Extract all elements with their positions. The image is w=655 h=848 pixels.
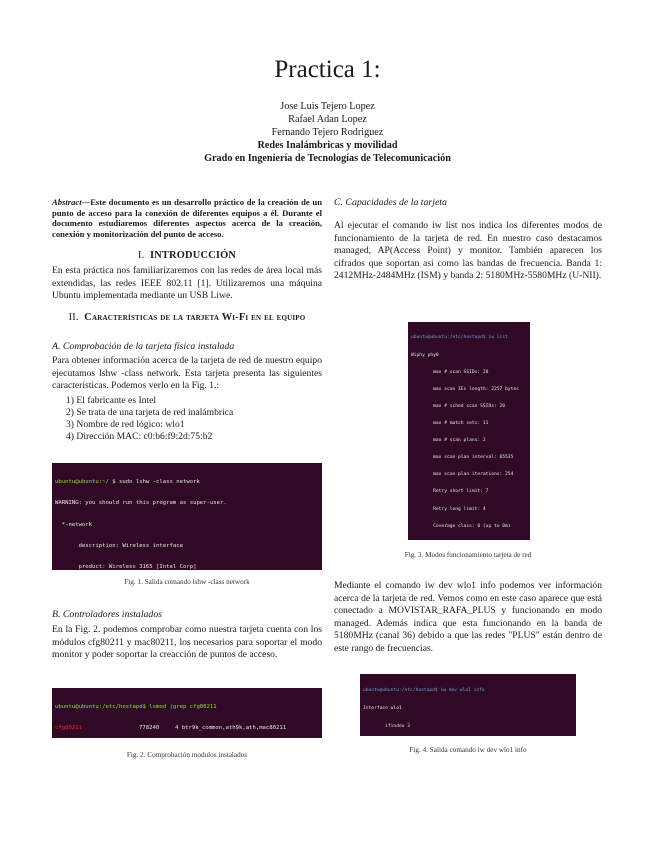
terminal-line: *-network xyxy=(55,521,93,528)
author-block xyxy=(0,100,655,165)
section-2-heading xyxy=(52,311,322,324)
figure-1-terminal xyxy=(52,463,322,570)
terminal-line: Retry short limit: 7 xyxy=(411,489,489,495)
section-1-heading xyxy=(52,250,322,261)
course-name: Redes Inalámbricas y movilidad xyxy=(257,140,398,151)
list-item: 1) El fabricante es Intel xyxy=(66,395,157,406)
section-2-title: Características de la tarjeta Wi-Fi en el equipo xyxy=(84,312,306,323)
paragraph-iw-dev: Mediante el comando iw dev wlo1 info podemos ver información acerca de la tarjeta de red. Vemos como en este caso aparece que está conectado a MOVISTAR_RAFA_PLUS y funcionando en modo managed. Además indica que esta funcionando en la banda de 5180MHz (canal 36) debido a que las redes "PLUS" están dentro de este rango de frecuencias. xyxy=(334,580,602,654)
terminal-line: description: Wireless interface xyxy=(55,543,183,550)
paper-title: Practica 1: xyxy=(274,56,381,83)
terminal-line: product: Wireless 3165 [Intel Corp] xyxy=(55,564,197,570)
terminal-line: ifindex 3 xyxy=(363,724,411,729)
terminal-line: max # sched scan SSIDs: 20 xyxy=(411,403,506,409)
terminal-line: Interface wlo1 xyxy=(363,706,402,711)
terminal-command: $ sudo lshw -class network xyxy=(112,479,200,486)
abstract-label: Abstract xyxy=(52,197,82,207)
subsection-a-text: Para obtener información acerca de la tarjeta de red de nuestro equipo ejecutamos lshw -class network. Esta tarjeta presenta las siguientes características. Podemos verlo en la Fig. 1.: xyxy=(52,355,322,392)
terminal-line: max # match sets: 11 xyxy=(411,420,489,426)
subsection-a-heading: A. Comprobación de la tarjeta física instalada xyxy=(52,341,235,352)
abstract xyxy=(52,197,322,240)
terminal-prompt: ubuntu@ubuntu:/etc/hostapd$ iw dev wlo1 info xyxy=(363,688,485,693)
terminal-line: max scan plan iterations: 254 xyxy=(411,472,514,478)
abstract-text: —Este documento es un desarrollo práctico de la creación de un punto de acceso para la conexión de diferentes equipos a él. Durante el documento estudiaremos diferentes aspectos acerca de la creación, conexión y monitorización del punto de acceso. xyxy=(52,197,322,240)
section-1-title: INTRODUCCIÓN xyxy=(149,250,237,261)
figure-4-caption: Fig. 4. Salida comando iw dev wlo1 info xyxy=(409,746,527,754)
author-1: Jose Luis Tejero Lopez xyxy=(280,101,375,112)
module-name: cfg80211 xyxy=(55,725,82,732)
figure-2-terminal xyxy=(52,688,322,738)
subsection-b-heading: B. Controladores instalados xyxy=(52,609,163,620)
section-1-number: I. xyxy=(137,250,145,261)
figure-3-terminal xyxy=(408,322,530,540)
terminal-line: max scan IEs length: 2257 bytes xyxy=(411,386,519,392)
terminal-line: Retry long limit: 4 xyxy=(411,506,486,512)
figure-1-caption: Fig. 1. Salida comando lshw -class network xyxy=(124,578,250,586)
terminal-line: max scan plan interval: 65535 xyxy=(411,455,514,461)
list-item: 2) Se trata de una tarjeta de red inalámbrica xyxy=(66,407,234,418)
subsection-c-text: Al ejecutar el comando iw list nos indica los diferentes modos de funcionamiento de la tarjeta de red. En nuestro caso destacamos managed, AP(Access Point) y monitor. También aparecen los cifrados que soportan así como las bandas de frecuencia. Banda 1: 2412MHz-2484MHz (ISM) y banda 2: 5180MHz-5580MHz (U-NII). xyxy=(334,220,602,282)
terminal-line: Coverage class: 0 (up to 0m) xyxy=(411,523,511,529)
figure-4-terminal xyxy=(360,674,576,736)
terminal-line: Wiphy phy0 xyxy=(411,352,439,358)
author-3: Fernando Tejero Rodriguez xyxy=(271,127,384,138)
module-size: 778240 xyxy=(139,725,160,732)
module-usedby: 4 btr9k_common,ath9k,ath,mac80211 xyxy=(175,725,287,732)
figure-3-caption: Fig. 3. Modos funcionamiento tarjeta de red xyxy=(404,551,532,559)
terminal-line: WARNING: you should run this program as super-user. xyxy=(55,500,227,507)
list-item: 4) Dirección MAC: c0:b6:f9:2d:75:b2 xyxy=(66,431,213,442)
subsection-b-text: En la Fig. 2. podemos comprobar como nuestra tarjeta cuenta con los módulos cfg80211 y mac80211, los necesarios para soportar el modo monitor y poder soportar la creacción de puntos de acceso. xyxy=(52,624,322,661)
section-1-text: En esta práctica nos familiarizaremos con las redes de área local más extendidas, las redes IEEE 802.11 [1]. Utilizaremos una máquina Ubuntu implementada mediante un USB Liwe. xyxy=(52,265,322,302)
terminal-line: max # scan plans: 2 xyxy=(411,438,486,444)
terminal-prompt: ubuntu@ubuntu:~/ xyxy=(55,479,113,486)
author-2: Rafael Adan Lopez xyxy=(288,114,367,125)
figure-2-caption: Fig. 2. Comprobación modulos instalados xyxy=(126,751,248,759)
card-features-list xyxy=(56,395,322,443)
subsection-c-heading: C. Capacidades de la tarjeta xyxy=(334,197,447,208)
section-2-number: II. xyxy=(68,312,79,323)
terminal-line: max # scan SSIDs: 20 xyxy=(411,369,489,375)
list-item: 3) Nombre de red lógico: wlo1 xyxy=(66,419,185,430)
degree-name: Grado en Ingeniería de Tecnologías de Telecomunicación xyxy=(204,153,451,164)
terminal-prompt: ubuntu@ubuntu:/etc/hostapd$ iw list xyxy=(411,335,508,341)
terminal-command-line: ubuntu@ubuntu:/etc/hostapd$ lsmod |grep cfg80211 xyxy=(55,704,217,711)
